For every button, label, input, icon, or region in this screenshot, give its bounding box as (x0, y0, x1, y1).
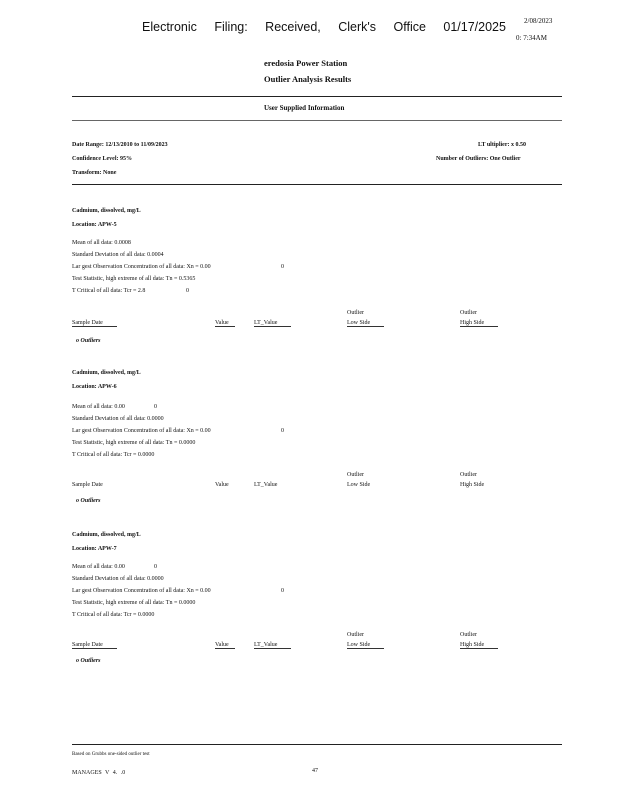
parameter-name: Cadmium, dissolved, mg/L (72, 370, 141, 376)
largest-obs-extra: 0 (281, 428, 284, 434)
params-divider (72, 184, 562, 185)
software-version: MANAGES V 4. .0 (72, 770, 126, 776)
test-statistic: Test Statistic, high extreme of all data: Tn = 0.5365 (72, 276, 196, 282)
outlier-low-header: Low Side (347, 320, 384, 327)
location-name: Location: APW-5 (72, 222, 117, 228)
parameter-name: Cadmium, dissolved, mg/L (72, 208, 141, 214)
confidence-level: Confidence Level: 95% (72, 156, 132, 162)
sample-date-header: Sample Date (72, 320, 117, 327)
date-range: Date Range: 12/13/2010 to 11/09/2023 (72, 142, 168, 148)
location-section-apw-6 (72, 370, 562, 540)
location-name: Location: APW-6 (72, 384, 117, 390)
sample-date-header: Sample Date (72, 482, 103, 488)
largest-obs-stat: Lar gest Observation Concentration of all data: Xn = 0.00 (72, 264, 211, 270)
no-outliers-label: o Outliers (76, 658, 101, 664)
value-header: Value (215, 482, 229, 488)
location-name: Location: APW-7 (72, 546, 117, 552)
std-stat: Standard Deviation of all data: 0.0004 (72, 252, 164, 258)
lt-value-header: LT_Value (254, 642, 291, 649)
outlier-low-header-top: Outlier (347, 310, 364, 316)
value-header: Value (215, 642, 235, 649)
station-title: eredosia Power Station (264, 58, 348, 68)
outlier-high-header: High Side (460, 482, 485, 488)
mean-stat: Mean of all data: 0.00 (72, 564, 125, 570)
print-date: 2/08/2023 (524, 17, 553, 25)
test-statistic: Test Statistic, high extreme of all data: Tn = 0.0000 (72, 600, 196, 606)
sample-date-header: Sample Date (72, 642, 117, 649)
section-divider (72, 120, 562, 121)
outlier-low-header: Low Side (347, 482, 371, 488)
filing-stamp: Electronic Filing: Received, Clerk's Office 01/17/2025 (142, 20, 506, 34)
outlier-low-header-top: Outlier (347, 632, 364, 638)
print-time: 0: 7:34AM (516, 34, 547, 42)
location-section-apw-7 (72, 532, 562, 702)
outlier-high-header-top: Outlier (460, 472, 477, 478)
transform: Transform: None (72, 170, 117, 176)
lt-multiplier: LT ultiplier: x 0.50 (478, 142, 527, 148)
largest-obs-extra: 0 (281, 264, 284, 270)
no-outliers-label: o Outliers (76, 498, 101, 504)
test-statistic: Test Statistic, high extreme of all data: Tn = 0.0000 (72, 440, 196, 446)
parameter-name: Cadmium, dissolved, mg/L (72, 532, 141, 538)
lt-value-header: LT_Value (254, 320, 291, 327)
mean-extra: 0 (154, 404, 157, 410)
std-stat: Standard Deviation of all data: 0.0000 (72, 416, 164, 422)
largest-obs-extra: 0 (281, 588, 284, 594)
t-critical: T Critical of all data: Tcr = 0.0000 (72, 452, 155, 458)
section-title: User Supplied Information (264, 104, 345, 112)
outlier-high-header-top: Outlier (460, 632, 477, 638)
mean-stat: Mean of all data: 0.00 (72, 404, 125, 410)
footer-divider (72, 744, 562, 745)
lt-value-header: LT_Value (254, 482, 278, 488)
header-divider (72, 96, 562, 97)
outlier-low-header-top: Outlier (347, 472, 364, 478)
std-stat: Standard Deviation of all data: 0.0000 (72, 576, 164, 582)
outlier-high-header: High Side (460, 642, 498, 649)
report-title: Outlier Analysis Results (264, 74, 352, 84)
t-critical: T Critical of all data: Tcr = 2.8 (72, 288, 146, 294)
t-critical: T Critical of all data: Tcr = 0.0000 (72, 612, 155, 618)
mean-extra: 0 (154, 564, 157, 570)
footer-note: Based on Grubbs one-sided outlier test (72, 752, 150, 757)
no-outliers-label: o Outliers (76, 338, 101, 344)
largest-obs-stat: Lar gest Observation Concentration of all data: Xn = 0.00 (72, 588, 211, 594)
value-header: Value (215, 320, 235, 327)
outlier-high-header-top: Outlier (460, 310, 477, 316)
largest-obs-stat: Lar gest Observation Concentration of all data: Xn = 0.00 (72, 428, 211, 434)
number-of-outliers: Number of Outliers: One Outlier (436, 156, 521, 162)
outlier-low-header: Low Side (347, 642, 384, 649)
mean-stat: Mean of all data: 0.0008 (72, 240, 131, 246)
location-section-apw-5 (72, 208, 562, 378)
t-critical-extra: 0 (186, 288, 189, 294)
outlier-high-header: High Side (460, 320, 498, 327)
page-number: 47 (312, 768, 318, 774)
